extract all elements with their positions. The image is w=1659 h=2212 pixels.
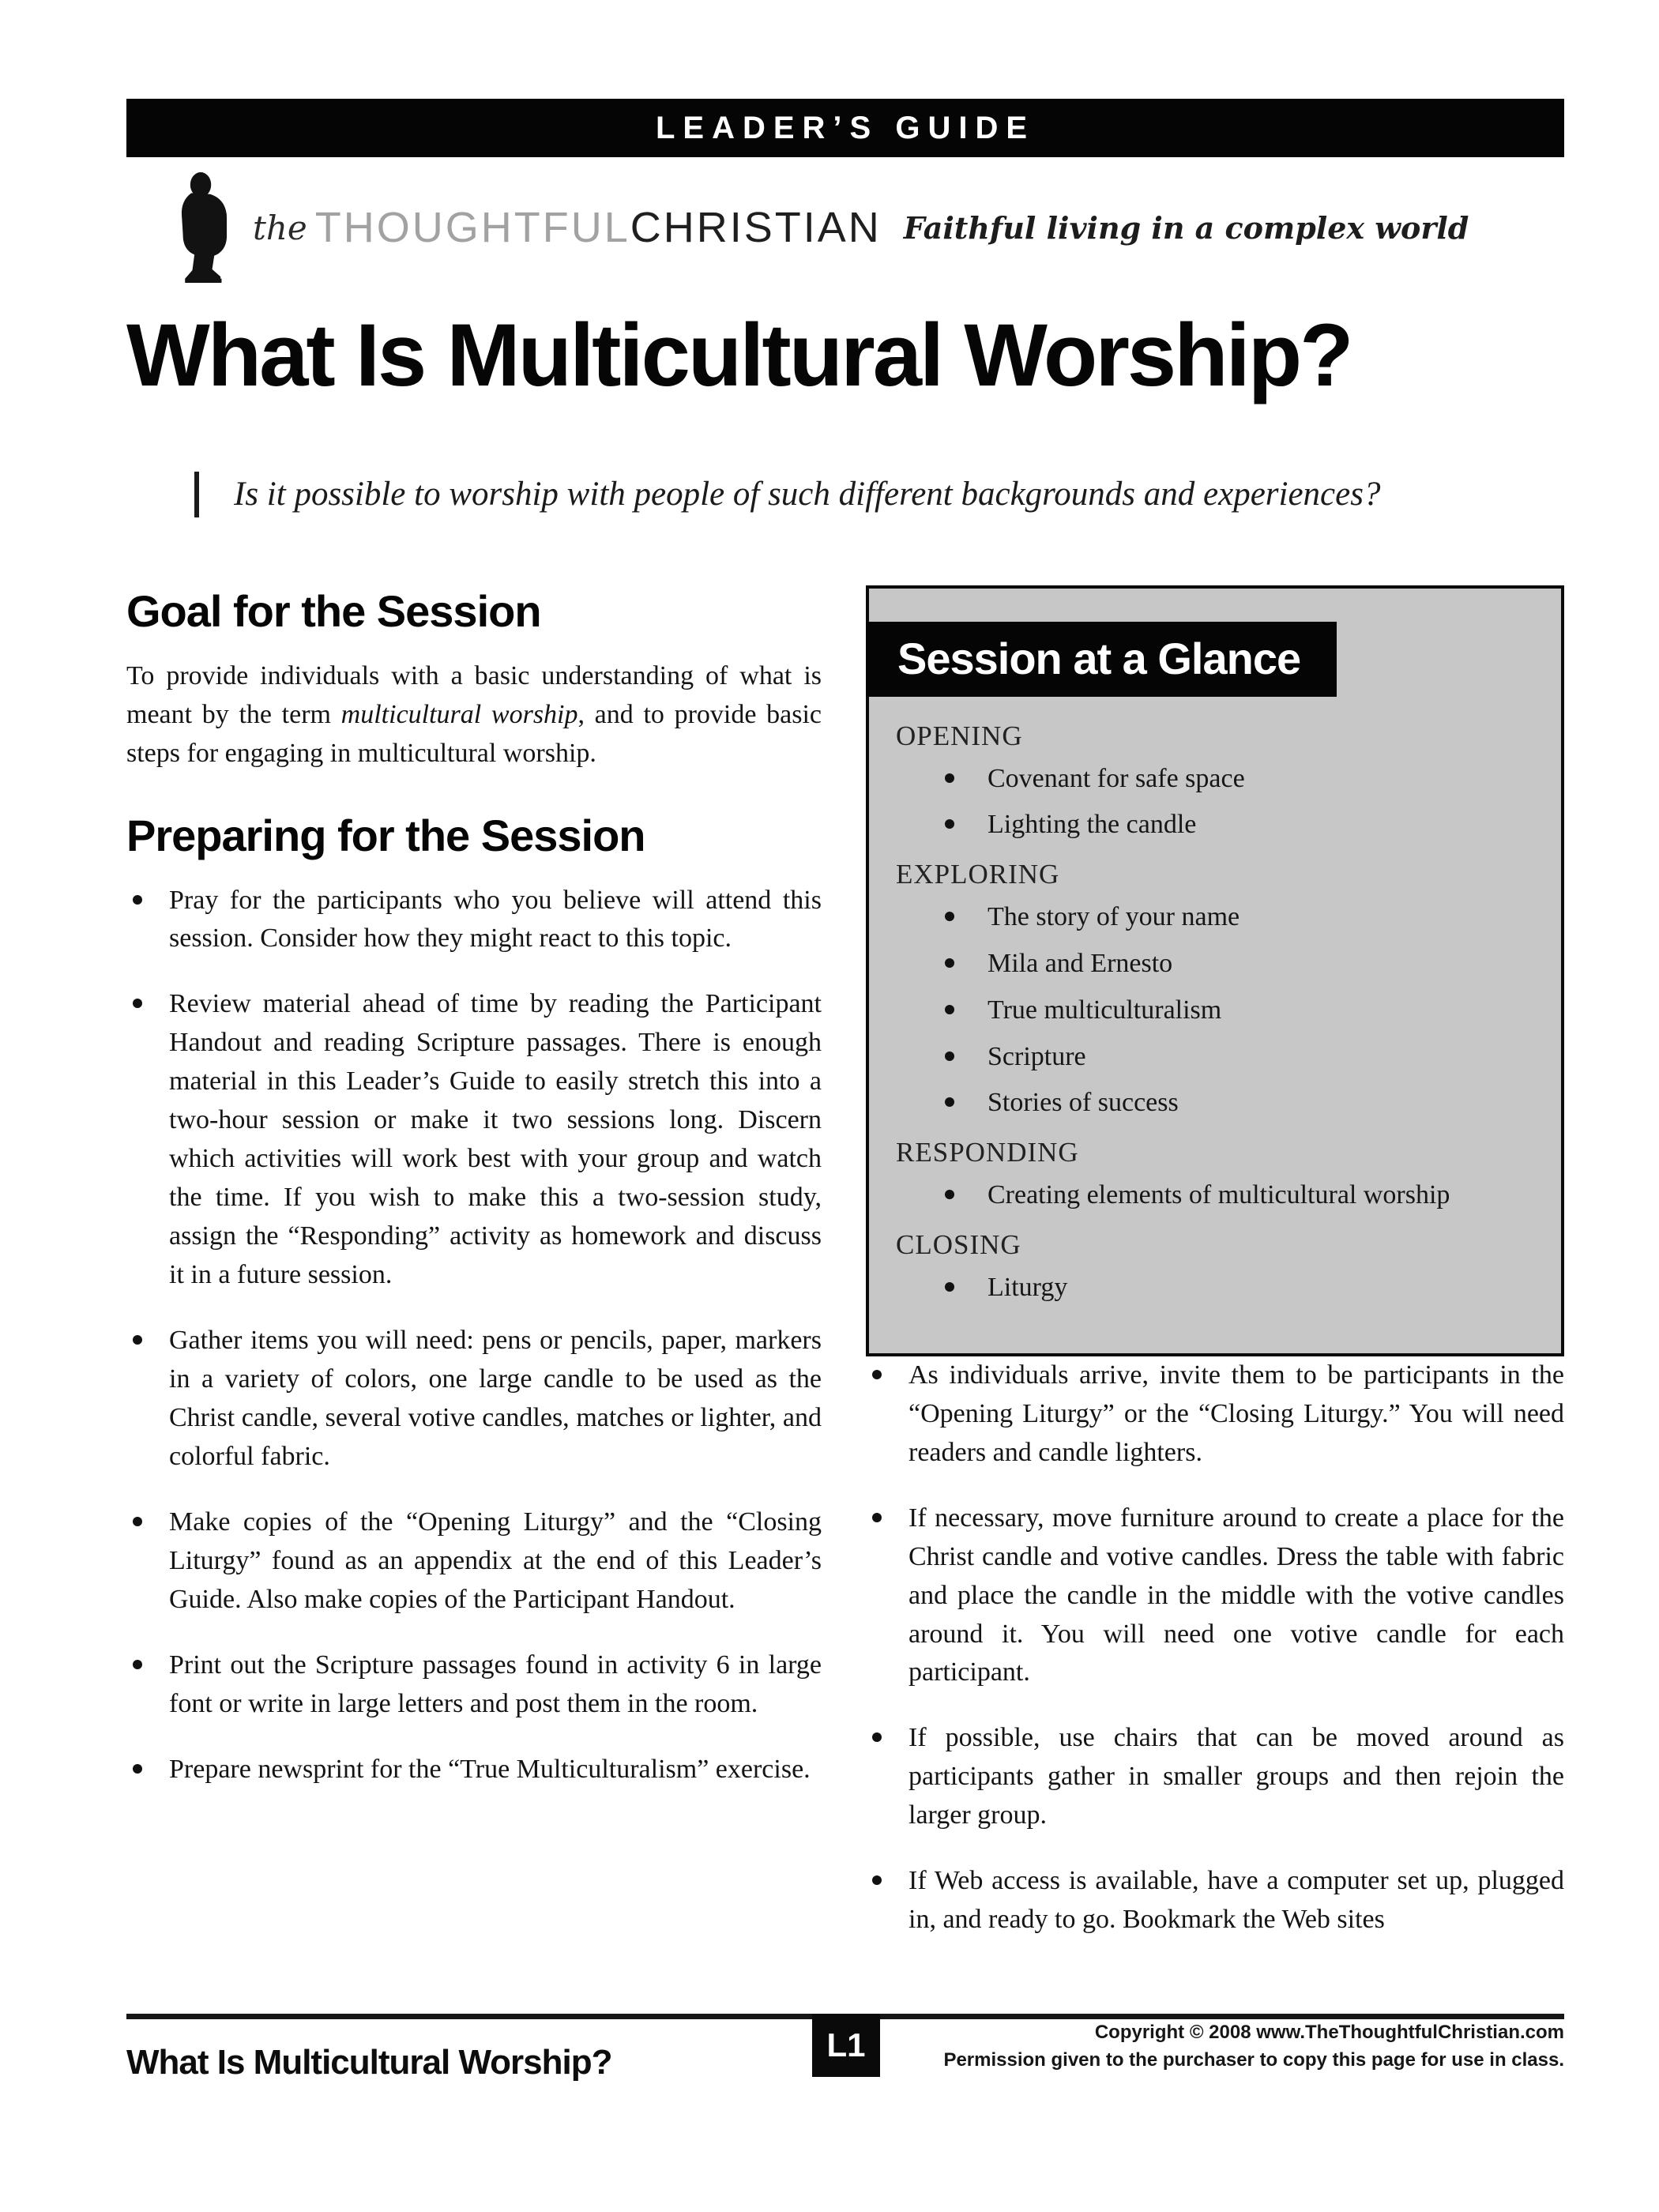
glance-item: Creating elements of multicultural worship	[896, 1179, 1534, 1212]
footer-copyright	[943, 2019, 1564, 2075]
footer-page-title: What Is Multicultural Worship?	[126, 2043, 612, 2082]
glance-section-label: OPENING	[896, 720, 1023, 751]
list-item: Print out the Scripture passages found in activity 6 in large font or write in large letters and post them in the room.	[126, 1646, 822, 1724]
list-item: Review material ahead of time by reading the Participant Handout and reading Scripture passages. There is enough material in this Leader’s Guide to easily stretch this into a two-hour session or make it two sessions long. Discern which activities will work best with your group and watch the time. If you wish to make this a two-session study, assign the “Responding” activity as homework and discuss it in a future session.	[126, 985, 822, 1295]
right-column	[866, 585, 1564, 1967]
goal-text-italic: multicultural worship	[340, 699, 578, 729]
preparing-list	[126, 882, 822, 1789]
goal-paragraph	[126, 657, 822, 773]
left-column	[126, 585, 822, 1816]
goal-text-after: , and to provide basic steps for engaging in multicultural worship.	[126, 699, 822, 768]
two-column-layout	[126, 585, 1564, 1967]
glance-item: True multiculturalism	[896, 995, 1534, 1027]
glance-item: Scripture	[896, 1041, 1534, 1074]
arrival-setup-list	[866, 1356, 1564, 1939]
logo-tagline: Faithful living in a complex world	[903, 209, 1469, 246]
list-item: If necessary, move furniture around to create a place for the Christ candle and votive candles. Dress the table with fabric and place the candle in the middle with the votive candles around it. You will need one votive candle for each participant.	[866, 1499, 1564, 1693]
glance-item: The story of your name	[896, 901, 1534, 934]
subtitle-question: Is it possible to worship with people of such different backgrounds and experiences?	[194, 472, 1564, 517]
glance-section-label: EXPLORING	[896, 859, 1060, 890]
footer-copyright-line1: Copyright © 2008 www.TheThoughtfulChristian.com	[1094, 2022, 1564, 2043]
logo-wordmark-christian: CHRISTIAN	[630, 204, 882, 251]
list-item: If possible, use chairs that can be moved around as participants gather in smaller groups and then rejoin the larger group.	[866, 1719, 1564, 1835]
list-item: As individuals arrive, invite them to be participants in the “Opening Liturgy” or the “Closing Liturgy.” You will need readers and candle lighters.	[866, 1356, 1564, 1473]
logo-wordmark	[315, 203, 882, 252]
session-at-a-glance-title: Session at a Glance	[866, 622, 1337, 697]
goal-heading: Goal for the Session	[126, 585, 541, 636]
leaders-guide-banner	[126, 99, 1564, 157]
list-item: Prepare newsprint for the “True Multiculturalism” exercise.	[126, 1751, 822, 1789]
list-item: If Web access is available, have a computer set up, plugged in, and ready to go. Bookmark the Web sites	[866, 1862, 1564, 1939]
footer-copyright-line2: Permission given to the purchaser to copy this page for use in class.	[943, 2048, 1564, 2071]
goal-text-before: To provide individuals with a basic understanding of what is meant by the term	[126, 660, 822, 729]
thinker-figure-icon	[172, 172, 235, 283]
glance-section-label: RESPONDING	[896, 1137, 1079, 1168]
footer-page-code-badge: L1	[812, 2014, 880, 2077]
logo-wordmark-thoughtful: THOUGHTFUL	[314, 204, 630, 251]
glance-section-label: CLOSING	[896, 1229, 1021, 1261]
list-item: Pray for the participants who you believe will attend this session. Consider how they might react to this topic.	[126, 882, 822, 959]
publisher-logo	[172, 170, 1564, 285]
page-title: What Is Multicultural Worship?	[126, 306, 1352, 404]
preparing-heading: Preparing for the Session	[126, 810, 645, 860]
logo-the-script: the	[253, 208, 307, 247]
glance-item: Lighting the candle	[896, 809, 1534, 841]
glance-item: Liturgy	[896, 1272, 1534, 1304]
glance-item: Stories of success	[896, 1087, 1534, 1119]
list-item: Gather items you will need: pens or pencils, paper, markers in a variety of colors, one large candle to be used as the Christ candle, several votive candles, matches or lighter, and colorful fabric.	[126, 1322, 822, 1477]
list-item: Make copies of the “Opening Liturgy” and the “Closing Liturgy” found as an appendix at the end of this Leader’s Guide. Also make copies of the Participant Handout.	[126, 1503, 822, 1620]
glance-item: Mila and Ernesto	[896, 948, 1534, 980]
banner-label: LEADER’S GUIDE	[655, 110, 1036, 145]
session-at-a-glance-box	[866, 585, 1564, 1356]
glance-item: Covenant for safe space	[896, 763, 1534, 796]
